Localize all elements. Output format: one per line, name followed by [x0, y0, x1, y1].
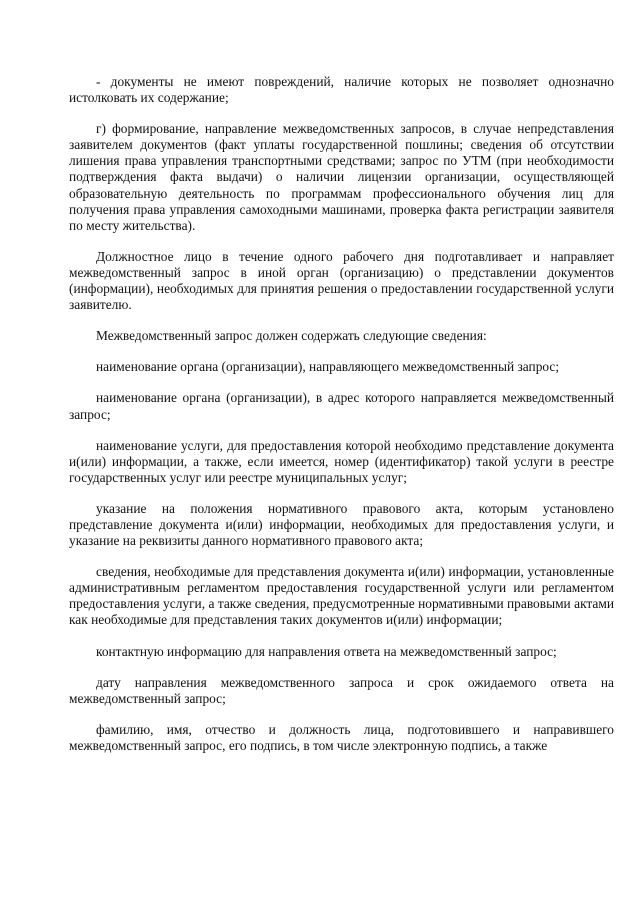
paragraph-recipient-organ-name: наименование органа (организации), в адрес которого направляется межведомственный запрос; — [69, 390, 614, 422]
document-body — [69, 74, 614, 754]
paragraph-interagency-requests: г) формирование, направление межведомственных запросов, в случае непредставления заявителем документов (факт уплаты государственной пошлины; сведения об отсутствии лишения права управления транспортными средствами; запрос по УТМ (при необходимости подтверждения факта выдачи) о наличии лицензии организации, осуществляющей образовательную деятельность по программам профессионального обучения лиц для получения права управления самоходными машинами, проверка факта регистрации заявителя по месту жительства). — [69, 121, 614, 233]
paragraph-request-date: дату направления межведомственного запроса и срок ожидаемого ответа на межведомственный запрос; — [69, 674, 614, 706]
paragraph-responsible-person: фамилию, имя, отчество и должность лица, подготовившего и направившего межведомственный запрос, его подпись, в том числе электронную подпись, а также — [69, 721, 614, 753]
paragraph-documents-undamaged: - документы не имеют повреждений, наличие которых не позволяет однозначно истолковать их содержание; — [69, 74, 614, 106]
paragraph-official-prepares-request: Должностное лицо в течение одного рабочего дня подготавливает и направляет межведомственный запрос в иной орган (организацию) о представлении документов (информации), необходимых для принятия решения о предоставлении государственной услуги заявителю. — [69, 248, 614, 313]
paragraph-request-contents-intro: Межведомственный запрос должен содержать следующие сведения: — [96, 328, 487, 344]
paragraph-contact-information: контактную информацию для направления ответа на межведомственный запрос; — [96, 643, 557, 659]
paragraph-required-information: сведения, необходимые для представления документа и(или) информации, установленные административным регламентом предоставления государственной услуги или регламентом предоставления услуги, а также сведения, предусмотренные нормативными правовыми актами как необходимые для представления таких документов и(или) информации; — [69, 564, 614, 628]
paragraph-service-name: наименование услуги, для предоставления которой необходимо представление документа и(или) информации, а также, если имеется, номер (идентификатор) такой услуги в реестре государственных услуг или реестре муниципальных услуг; — [69, 437, 614, 485]
paragraph-sending-organ-name: наименование органа (организации), направляющего межведомственный запрос; — [96, 359, 560, 375]
paragraph-legal-act-reference: указание на положения нормативного правового акта, которым установлено представление документа и(или) информации, необходимых для предоставления услуги, и указание на реквизиты данного нормативного правового акта; — [69, 500, 614, 549]
